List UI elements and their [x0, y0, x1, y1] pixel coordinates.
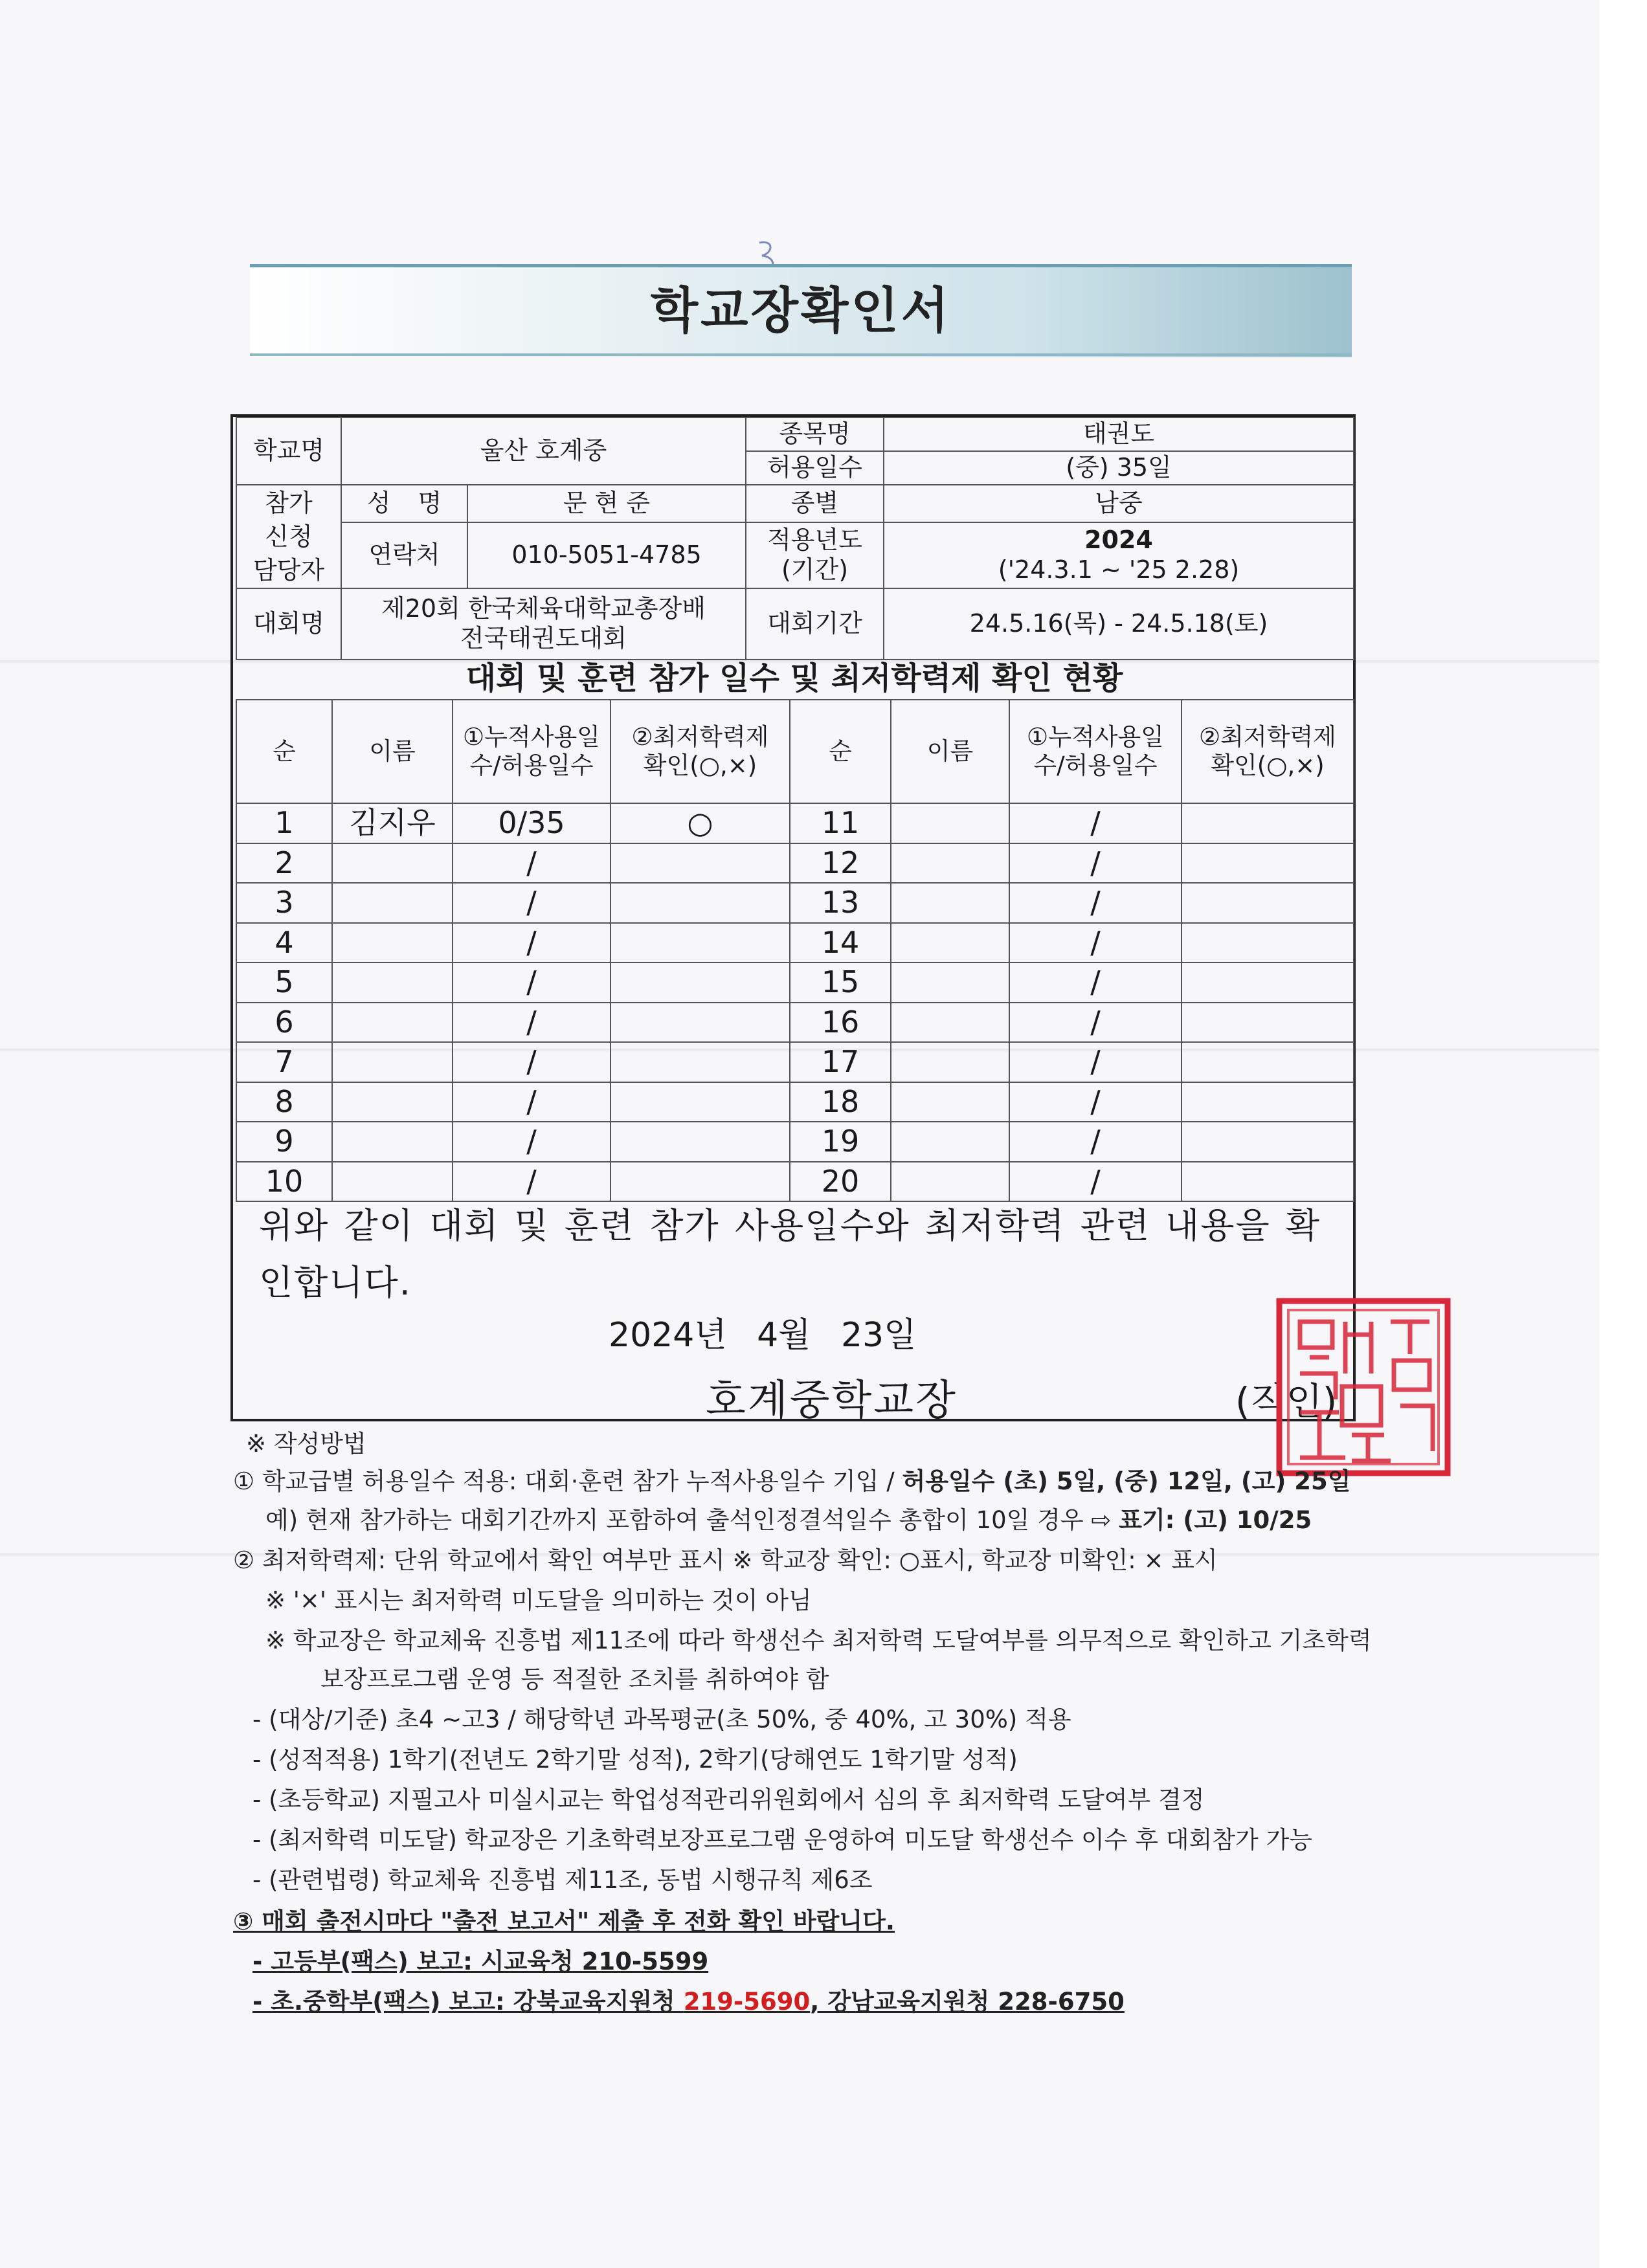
applicant-label-3: 담당자: [252, 556, 325, 584]
detail-4: - (최저학력 미도달) 학교장은 기초학력보장프로그램 운영하여 미도달 학생선수 이수 후 대회참가 가능: [252, 1826, 1313, 1854]
row-check: [1182, 1042, 1354, 1082]
row-check: [1182, 1082, 1354, 1122]
row-name: [332, 923, 453, 963]
applicant-label-2: 신청: [265, 522, 313, 551]
row-num: 15: [790, 962, 891, 1003]
row-num: 1: [236, 803, 332, 843]
row-days: /: [453, 1003, 611, 1043]
row-num: 12: [790, 843, 891, 884]
report-phone-red: 219-5690: [683, 1988, 811, 2016]
applicant-group-label: [236, 485, 341, 588]
row-days: 0/35: [453, 803, 611, 843]
row-check: [1182, 1122, 1354, 1162]
row-check: [1182, 1162, 1354, 1202]
row-num: 5: [236, 962, 332, 1003]
row-days: /: [453, 923, 611, 963]
col-days-header: ①누적사용일수/허용일수: [1009, 700, 1182, 803]
row-num: 10: [236, 1162, 332, 1202]
col-num-header: 순: [236, 700, 332, 803]
row-name: [891, 1122, 1009, 1162]
note-3: ③ 매회 출전시마다 "출전 보고서" 제출 후 전화 확인 바랍니다.: [233, 1907, 895, 1935]
row-check: [611, 1082, 790, 1122]
row-days: /: [453, 1122, 611, 1162]
event-name-line2: 전국태권도대회: [460, 624, 627, 652]
col-check-header: ②최저학력제 확인(○,×): [1182, 700, 1354, 803]
row-name: 김지우: [332, 803, 453, 843]
table-row: [236, 962, 1354, 1003]
note-1-example-text: 예) 현재 참가하는 대회기간까지 포함하여 출석인정결석일수 총합이 10일 경우 ⇨: [265, 1506, 1119, 1534]
period-value: 24.5.16(목) - 24.5.18(토): [884, 588, 1354, 660]
name-value: 문 현 준: [467, 485, 746, 522]
row-check: [611, 883, 790, 923]
year-value: [884, 522, 1354, 588]
row-check: [1182, 962, 1354, 1003]
section-title: 대회 및 훈련 참가 일수 및 최저학력제 확인 현황: [236, 658, 1353, 700]
table-row: [236, 1042, 1354, 1082]
row-days: /: [1009, 1003, 1182, 1043]
event-value: [341, 588, 746, 660]
row-name: [891, 1042, 1009, 1082]
row-days: /: [1009, 1082, 1182, 1122]
table-row: [236, 1003, 1354, 1043]
row-name: [332, 962, 453, 1003]
row-name: [332, 1042, 453, 1082]
row-name: [332, 883, 453, 923]
row-check: [611, 1122, 790, 1162]
row-check: [1182, 1003, 1354, 1043]
year-value-text: 2024: [1084, 526, 1153, 555]
col-name-header: 이름: [332, 700, 453, 803]
row-num: 7: [236, 1042, 332, 1082]
row-num: 16: [790, 1003, 891, 1043]
row-name: [332, 1003, 453, 1043]
row-num: 18: [790, 1082, 891, 1122]
title-rule: [250, 353, 1352, 356]
note-2-b: ※ 학교장은 학교체육 진흥법 제11조에 따라 학생선수 최저학력 도달여부를 의무적으로 확인하고 기초학력: [265, 1627, 1372, 1654]
report-high-school: - 고등부(팩스) 보고: 시교육청 210-5599: [252, 1948, 709, 1975]
table-body: [236, 803, 1354, 1201]
school-label: 학교명: [236, 417, 341, 485]
event-label: 대회명: [236, 588, 341, 660]
table-row: [236, 803, 1354, 843]
row-num: 14: [790, 923, 891, 963]
row-num: 8: [236, 1082, 332, 1122]
row-check: [611, 962, 790, 1003]
row-days: /: [1009, 923, 1182, 963]
row-days: /: [1009, 803, 1182, 843]
year-period: ('24.3.1 ~ '25 2.28): [998, 555, 1240, 584]
row-name: [332, 1122, 453, 1162]
col-num-header: 순: [790, 700, 891, 803]
note-1-bold: 허용일수 (초) 5일, (중) 12일, (고) 25일: [902, 1467, 1351, 1495]
row-check: [1182, 843, 1354, 884]
table-row: [236, 1082, 1354, 1122]
applicant-label-1: 참가: [265, 489, 313, 517]
row-days: /: [453, 1162, 611, 1202]
col-days-header: ①누적사용일수/허용일수: [453, 700, 611, 803]
col-name-header: 이름: [891, 700, 1009, 803]
issue-date: 2024년 4월 23일: [609, 1316, 917, 1355]
row-days: /: [1009, 843, 1182, 884]
event-name-line1: 제20회 한국체육대학교총장배: [381, 594, 706, 623]
row-days: /: [453, 1082, 611, 1122]
row-days: /: [453, 1042, 611, 1082]
confirmation-text: 위와 같이 대회 및 훈련 참가 사용일수와 최저학력 관련 내용을 확인합니다.: [259, 1205, 1321, 1303]
note-2-a: ※ '×' 표시는 최저학력 미도달을 의미하는 것이 아님: [265, 1586, 812, 1614]
name-label: 성 명: [341, 485, 467, 522]
seal-label: (직인): [1235, 1379, 1338, 1423]
row-days: /: [1009, 1122, 1182, 1162]
principal-title: 호계중학교장: [706, 1377, 958, 1425]
note-1: [233, 1462, 1351, 1496]
row-name: [891, 843, 1009, 884]
table-row: [236, 1122, 1354, 1162]
row-days: /: [1009, 962, 1182, 1003]
row-num: 4: [236, 923, 332, 963]
allowed-days-label: 허용일수: [746, 451, 884, 485]
row-check: [611, 1003, 790, 1043]
row-num: 3: [236, 883, 332, 923]
row-check: [611, 923, 790, 963]
period-label: 대회기간: [746, 588, 884, 660]
row-name: [891, 1162, 1009, 1202]
row-num: 2: [236, 843, 332, 884]
sport-value: 태권도: [884, 417, 1354, 451]
row-name: [891, 1082, 1009, 1122]
table-row: [236, 843, 1354, 884]
row-name: [891, 803, 1009, 843]
row-num: 20: [790, 1162, 891, 1202]
row-check: [611, 1042, 790, 1082]
category-value: 남중: [884, 485, 1354, 522]
row-days: /: [453, 962, 611, 1003]
participation-table: [236, 699, 1354, 1202]
allowed-days-value: (중) 35일: [884, 451, 1354, 485]
year-label-sub: (기간): [781, 555, 849, 584]
row-name: [332, 843, 453, 884]
table-row: [236, 1162, 1354, 1202]
year-label-text: 적용년도: [767, 526, 862, 555]
row-days: /: [453, 843, 611, 884]
info-table: [236, 417, 1354, 660]
report-elem-middle: [252, 1982, 1125, 2017]
row-name: [891, 962, 1009, 1003]
row-num: 11: [790, 803, 891, 843]
contact-value: 010-5051-4785: [467, 522, 746, 588]
row-check: ○: [611, 803, 790, 843]
row-check: [611, 1162, 790, 1202]
row-days: /: [453, 883, 611, 923]
detail-1: - (대상/기준) 초4 ~고3 / 해당학년 과목평균(초 50%, 중 40%, 고 30%) 적용: [252, 1706, 1071, 1733]
note-1-text: ① 학교급별 허용일수 적용: 대회·훈련 참가 누적사용일수 기입 /: [233, 1467, 902, 1495]
title-rule: [250, 264, 1352, 267]
row-days: /: [1009, 883, 1182, 923]
table-row: [236, 923, 1354, 963]
row-num: 17: [790, 1042, 891, 1082]
row-days: /: [1009, 1162, 1182, 1202]
row-check: [1182, 883, 1354, 923]
school-value: 울산 호계중: [341, 417, 746, 485]
row-name: [891, 1003, 1009, 1043]
notes-heading: ※ 작성방법: [246, 1430, 366, 1458]
row-name: [332, 1082, 453, 1122]
note-1-example-bold: 표기: (고) 10/25: [1119, 1506, 1312, 1534]
sport-label: 종목명: [746, 417, 884, 451]
col-check-header: ②최저학력제 확인(○,×): [611, 700, 790, 803]
detail-2: - (성적적용) 1학기(전년도 2학기말 성적), 2학기(당해연도 1학기말 성적): [252, 1746, 1018, 1773]
detail-3: - (초등학교) 지필고사 미실시교는 학업성적관리위원회에서 심의 후 최저학력 도달여부 결정: [252, 1786, 1205, 1814]
note-2-b-cont: 보장프로그램 운영 등 적절한 조치를 취하여야 함: [320, 1665, 829, 1693]
year-label: [746, 522, 884, 588]
table-row: [236, 883, 1354, 923]
row-check: [1182, 803, 1354, 843]
row-name: [332, 1162, 453, 1202]
row-name: [891, 883, 1009, 923]
row-check: [611, 843, 790, 884]
official-seal: [1274, 1296, 1453, 1478]
row-num: 13: [790, 883, 891, 923]
detail-5: - (관련법령) 학교체육 진흥법 제11조, 동법 시행규칙 제6조: [252, 1866, 873, 1894]
row-num: 19: [790, 1122, 891, 1162]
row-name: [891, 923, 1009, 963]
document-title: 학교장확인서: [650, 282, 952, 339]
contact-label: 연락처: [341, 522, 467, 588]
row-days: /: [1009, 1042, 1182, 1082]
report-elem-middle-text: - 초.중학부(팩스) 보고: 강북교육지원청: [252, 1988, 684, 2016]
note-2: ② 최저학력제: 단위 학교에서 확인 여부만 표시 ※ 학교장 확인: ○표시, 학교장 미확인: × 표시: [233, 1546, 1218, 1574]
category-label: 종별: [746, 485, 884, 522]
row-num: 9: [236, 1122, 332, 1162]
row-num: 6: [236, 1003, 332, 1043]
report-elem-middle-rest: , 강남교육지원청 228-6750: [810, 1988, 1125, 2016]
note-1-example: [265, 1500, 1312, 1535]
row-check: [1182, 923, 1354, 963]
scan-edge: [1599, 0, 1647, 2268]
